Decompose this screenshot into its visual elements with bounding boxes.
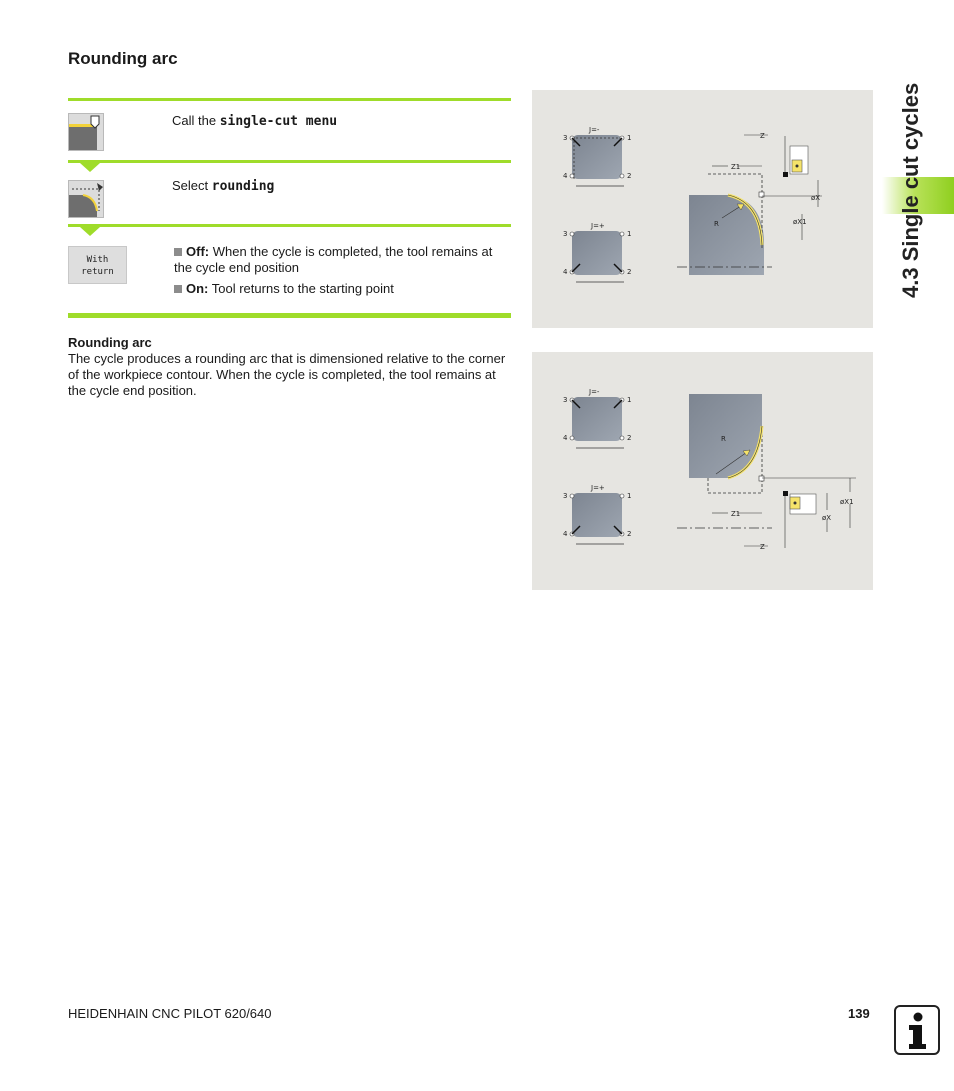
svg-text:2: 2 (627, 530, 632, 538)
corner-diagram-j-minus (563, 126, 631, 186)
softkey-label-line-2: return (81, 267, 114, 277)
svg-text:Z1: Z1 (731, 163, 741, 171)
svg-text:3: 3 (563, 134, 568, 142)
svg-text:1: 1 (627, 134, 632, 142)
softkey-label-line-1: With (86, 255, 109, 265)
corner-diagram-j-plus (563, 484, 631, 544)
step-2-rule (68, 224, 511, 227)
single-cut-menu-icon (68, 113, 104, 151)
info-icon (894, 1005, 940, 1055)
svg-text:4: 4 (563, 434, 568, 442)
svg-text:øX: øX (822, 514, 832, 522)
bullet-square-icon (174, 285, 182, 293)
description-title: Rounding arc (68, 335, 152, 350)
corner-diagram-j-plus (563, 222, 631, 282)
svg-text:2: 2 (627, 172, 632, 180)
page-heading: Rounding arc (68, 49, 178, 68)
step-1-text: Call the single-cut menu (172, 113, 338, 129)
corner-diagram-j-minus (563, 388, 631, 448)
svg-text:øX1: øX1 (793, 218, 807, 226)
step-1-rule (68, 160, 511, 163)
svg-text:Z: Z (760, 132, 765, 140)
svg-text:1: 1 (627, 492, 632, 500)
step-2-text: Select rounding (172, 178, 275, 194)
table-bottom-rule (68, 313, 511, 318)
bullet-square-icon (174, 248, 182, 256)
step-arrow (80, 163, 100, 172)
figure-external-rounding (532, 90, 873, 328)
with-return-softkey[interactable] (68, 246, 127, 284)
svg-text:2: 2 (627, 268, 632, 276)
rounding-main-drawing (677, 394, 856, 551)
svg-text:3: 3 (563, 230, 568, 238)
svg-text:øX1: øX1 (840, 498, 854, 506)
svg-text:2: 2 (627, 434, 632, 442)
option-off: Off: When the cycle is completed, the tool remains at the cycle end position (174, 244, 493, 275)
svg-text:1: 1 (627, 396, 632, 404)
table-top-rule (68, 98, 511, 101)
label-j-plus: J=+ (591, 222, 605, 230)
label-j-plus: J=+ (591, 484, 605, 492)
svg-text:3: 3 (563, 396, 568, 404)
step-arrow (80, 227, 100, 236)
svg-text:4: 4 (563, 530, 568, 538)
figure-internal-rounding (532, 352, 873, 590)
label-j-minus: J=- (589, 388, 600, 396)
svg-text:4: 4 (563, 268, 568, 276)
description-body: The cycle produces a rounding arc that is dimensioned relative to the corner of the workpiece contour. When the cycle is completed, the tool remains at the cycle end position. (68, 351, 506, 398)
svg-text:R: R (721, 435, 726, 443)
svg-text:Z1: Z1 (731, 510, 741, 518)
footer-manual-title: HEIDENHAIN CNC PILOT 620/640 (68, 1006, 272, 1021)
page-number: 139 (848, 1006, 870, 1021)
svg-text:øX: øX (811, 194, 821, 202)
svg-text:3: 3 (563, 492, 568, 500)
option-on: On: Tool returns to the starting point (174, 281, 514, 297)
svg-text:R: R (714, 220, 719, 228)
rounding-main-drawing (677, 132, 822, 275)
svg-text:Z: Z (760, 543, 765, 551)
svg-text:1: 1 (627, 230, 632, 238)
label-j-minus: J=- (589, 126, 600, 134)
rounding-icon (68, 180, 104, 218)
svg-text:4: 4 (563, 172, 568, 180)
